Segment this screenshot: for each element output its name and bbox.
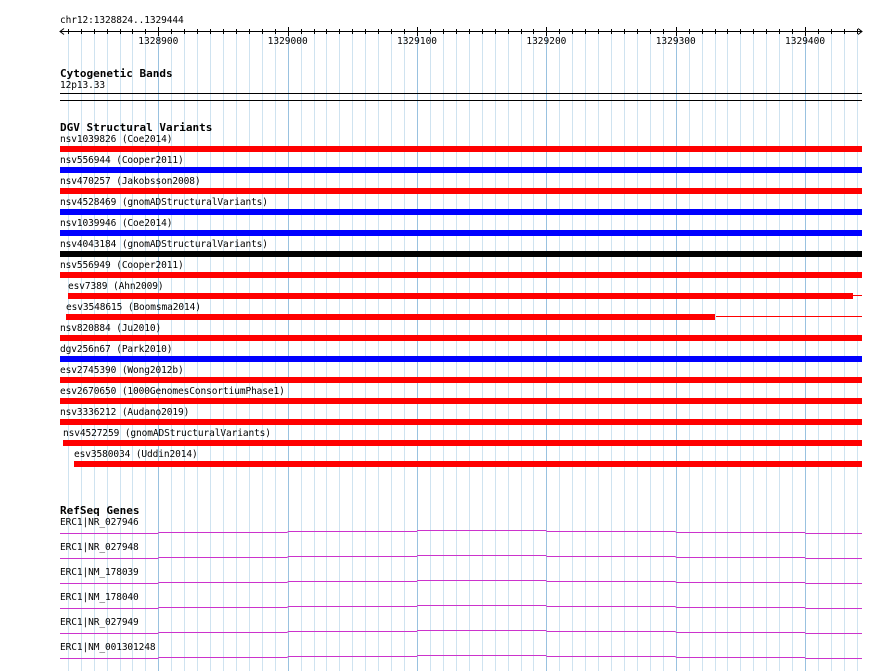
dgv-variant-label: nsv4528469 (gnomADStructuralVariants) <box>60 197 268 208</box>
ruler-tick-label: 1329000 <box>267 36 308 47</box>
cytoband-label[interactable]: 12p13.33 <box>60 80 105 91</box>
dgv-variant-row[interactable] <box>0 386 890 407</box>
dgv-variant-label: esv2745390 (Wong2012b) <box>60 365 184 376</box>
dgv-variant-bar[interactable] <box>60 188 862 194</box>
refseq-gene-row[interactable] <box>0 617 890 642</box>
ruler-tick-label: 1328900 <box>138 36 179 47</box>
refseq-gene-model[interactable] <box>0 601 890 611</box>
refseq-gene-model[interactable] <box>0 526 890 536</box>
dgv-variant-bar[interactable] <box>68 293 853 299</box>
dgv-variant-bar[interactable] <box>74 461 862 467</box>
dgv-variant-label: nsv4527259 (gnomADStructuralVariants) <box>63 428 271 439</box>
dgv-variant-label: nsv556944 (Cooper2011) <box>60 155 184 166</box>
refseq-gene-row[interactable] <box>0 642 890 667</box>
dgv-variant-bar[interactable] <box>60 272 862 278</box>
dgv-variant-bar[interactable] <box>60 251 862 257</box>
dgv-variant-row[interactable] <box>0 365 890 386</box>
dgv-variant-row[interactable] <box>0 155 890 176</box>
refseq-gene-model[interactable] <box>0 576 890 586</box>
refseq-gene-label: ERC1|NM_178039 <box>60 567 139 578</box>
dgv-variant-label: esv3548615 (Boomsma2014) <box>66 302 201 313</box>
track-divider <box>60 100 862 101</box>
dgv-variant-label: dgv256n67 (Park2010) <box>60 344 173 355</box>
refseq-gene-row[interactable] <box>0 592 890 617</box>
dgv-variant-bar[interactable] <box>60 209 862 215</box>
refseq-gene-model[interactable] <box>0 626 890 636</box>
dgv-variant-label: esv3580034 (Uddin2014) <box>74 449 198 460</box>
dgv-variant-extension-line <box>853 295 862 296</box>
ruler-tick-label: 1329200 <box>526 36 567 47</box>
dgv-variant-row[interactable] <box>0 134 890 155</box>
dgv-variant-label: nsv1039826 (Coe2014) <box>60 134 173 145</box>
dgv-variant-row[interactable] <box>0 218 890 239</box>
dgv-variant-extension-line <box>716 316 862 317</box>
refseq-gene-model[interactable] <box>0 651 890 661</box>
ruler-tick-label: 1329100 <box>396 36 438 47</box>
dgv-variant-row[interactable] <box>0 281 890 302</box>
dgv-variant-label: nsv4043184 (gnomADStructuralVariants) <box>60 239 268 250</box>
dgv-variant-bar[interactable] <box>60 419 862 425</box>
dgv-variant-bar[interactable] <box>60 335 862 341</box>
dgv-variant-row[interactable] <box>0 260 890 281</box>
dgv-variant-label: esv2670650 (1000GenomesConsortiumPhase1) <box>60 386 285 397</box>
dgv-variant-row[interactable] <box>0 197 890 218</box>
cytoband-track-title: Cytogenetic Bands <box>60 67 173 80</box>
refseq-gene-label: ERC1|NR_027948 <box>60 542 139 553</box>
location-label: chr12:1328824..1329444 <box>60 15 184 26</box>
cytoband-bar <box>60 93 862 94</box>
dgv-variant-row[interactable] <box>0 302 890 323</box>
dgv-track-title: DGV Structural Variants <box>60 121 213 134</box>
dgv-variant-label: nsv470257 (Jakobsson2008) <box>60 176 201 187</box>
dgv-variant-label: nsv3336212 (Audano2019) <box>60 407 190 418</box>
dgv-variant-label: nsv1039946 (Coe2014) <box>60 218 173 229</box>
coordinate-ruler[interactable] <box>0 24 890 48</box>
dgv-variant-row[interactable] <box>0 449 890 470</box>
refseq-gene-model[interactable] <box>0 551 890 561</box>
dgv-variant-bar[interactable] <box>63 440 862 446</box>
refseq-gene-row[interactable] <box>0 517 890 542</box>
refseq-gene-label: ERC1|NR_027949 <box>60 617 139 628</box>
refseq-gene-row[interactable] <box>0 567 890 592</box>
refseq-gene-label: ERC1|NM_001301248 <box>60 642 156 653</box>
dgv-variant-bar[interactable] <box>60 230 862 236</box>
refseq-gene-row[interactable] <box>0 542 890 567</box>
dgv-variant-row[interactable] <box>0 344 890 365</box>
dgv-variant-label: esv7389 (Ahn2009) <box>68 281 164 292</box>
dgv-variant-row[interactable] <box>0 239 890 260</box>
ruler-tick-label: 1329300 <box>655 36 696 47</box>
refseq-gene-label: ERC1|NR_027946 <box>60 517 139 528</box>
dgv-variant-row[interactable] <box>0 407 890 428</box>
dgv-variant-label: nsv820884 (Ju2010) <box>60 323 162 334</box>
dgv-variant-row[interactable] <box>0 428 890 449</box>
dgv-variant-bar[interactable] <box>60 167 862 173</box>
dgv-variant-bar[interactable] <box>60 356 862 362</box>
refseq-gene-label: ERC1|NM_178040 <box>60 592 139 603</box>
dgv-variant-bar[interactable] <box>60 398 862 404</box>
dgv-variant-label: nsv556949 (Cooper2011) <box>60 260 184 271</box>
ruler-tick-label: 1329400 <box>785 36 826 47</box>
dgv-variant-row[interactable] <box>0 323 890 344</box>
dgv-variant-row[interactable] <box>0 176 890 197</box>
refseq-track-title: RefSeq Genes <box>60 504 140 517</box>
dgv-variant-bar[interactable] <box>60 377 862 383</box>
dgv-variant-bar[interactable] <box>66 314 715 320</box>
dgv-variant-bar[interactable] <box>60 146 862 152</box>
